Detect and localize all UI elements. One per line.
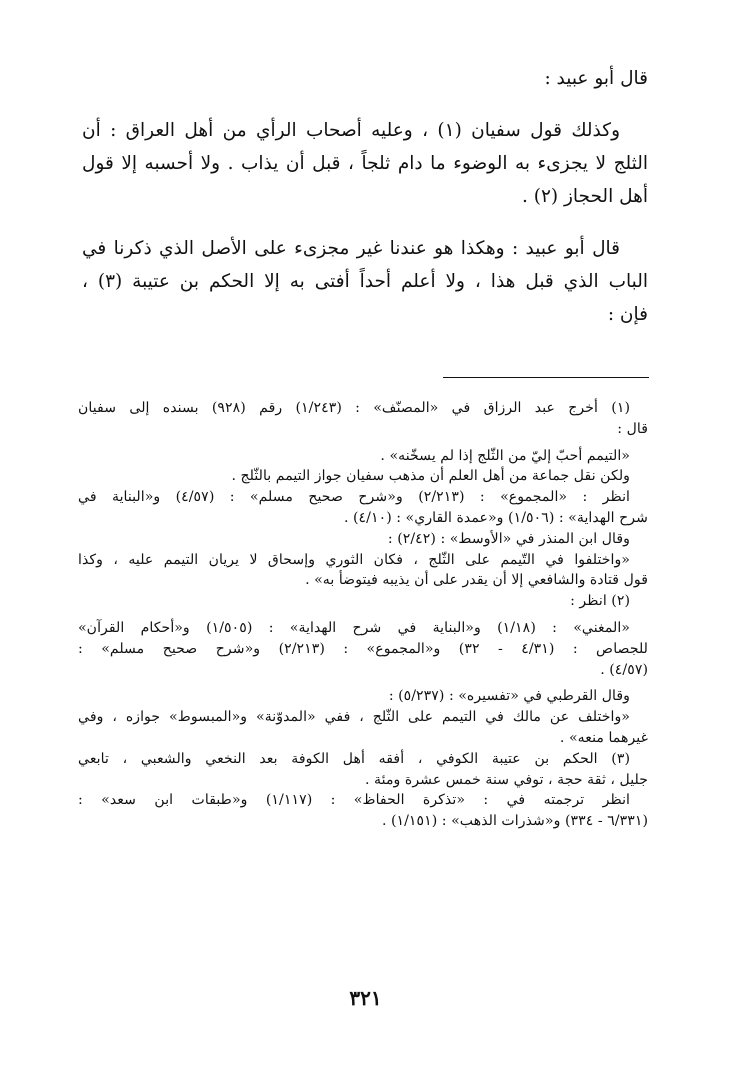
footnote-line: «المغني» : (١/١٨) و«البناية في شرح الهداية» : (١/٥٠٥) و«أحكام القرآن» — [78, 619, 630, 636]
footnote-line: قال : — [617, 420, 648, 437]
footnote-line: ولكن نقل جماعة من أهل العلم أن مذهب سفيان جواز التيمم بالثّلج . — [231, 468, 630, 485]
paragraph-1 — [82, 62, 648, 95]
footnote-line: «التيمم أحبّ إليّ من الثّلج إذا لم يسخّنه» . — [380, 447, 630, 464]
footnote-line: (٣) الحكم بن عتيبة الكوفي ، أفقه أهل الكوفة بعد النخعي والشعبي ، تابعي — [78, 750, 630, 767]
main-line: الثلج لا يجزىء به الوضوء ما دام ثلجاً ، قبل أن يذاب . ولا أحسبه إلا قول — [82, 153, 648, 174]
footnote-line: انظر : «المجموع» : (٢/٢١٣) و«شرح صحيح مسلم» : (٤/٥٧) و«البناية في — [78, 489, 630, 506]
footnote-line: للجصاص : (٤/٣١ - ٣٢) و«المجموع» : (٢/٢١٣) و«شرح صحيح مسلم» : — [78, 640, 648, 657]
footnote-line: (٤/٥٧) . — [600, 661, 648, 678]
main-line: فإن : — [607, 304, 648, 325]
footnote-line: جليل ، ثقة حجة ، توفي سنة خمس عشرة ومئة . — [365, 771, 648, 788]
main-line: قال أبو عبيد : وهكذا هو عندنا غير مجزىء على الأصل الذي ذكرنا في — [82, 238, 620, 259]
footnote-line: غيرهما منعه» . — [559, 729, 648, 746]
footnotes — [78, 398, 648, 832]
main-line: أهل الحجاز (٢) . — [521, 186, 648, 207]
footnote-line: قول قتادة والشافعي إلا أن يقدر على أن يذيبه فيتوضأ به» . — [305, 572, 648, 589]
footnote-line: وقال القرطبي في «تفسيره» : (٥/٢٣٧) : — [388, 688, 630, 705]
footnote-line: (٦/٣٣١ - ٣٣٤) و«شذرات الذهب» : (١/١٥١) . — [381, 813, 648, 830]
main-line: وكذلك قول سفيان (١) ، وعليه أصحاب الرأي من أهل العراق : أن — [82, 120, 621, 141]
footnote-line: وقال ابن المنذر في «الأوسط» : (٢/٤٢) : — [387, 530, 630, 547]
main-line: الباب الذي قبل هذا ، ولا أعلم أحداً أفتى به إلا الحكم بن عتيبة (٣) ، — [82, 271, 648, 292]
main-line: قال أبو عبيد : — [544, 68, 648, 89]
footnote-line: «واختلفوا في التّيمم على الثّلج ، فكان الثوري وإسحاق لا يريان التيمم عليه ، وكذا — [78, 551, 630, 568]
footnote-line: انظر ترجمته في : «تذكرة الحفاظ» : (١/١١٧) و«طبقات ابن سعد» : — [78, 792, 630, 809]
footnote-line: «واختلف عن مالك في التيمم على الثّلج ، ففي «المدوّنة» و«المبسوط» جوازه ، وفي — [78, 709, 630, 726]
footnote-line: شرح الهداية» : (١/٥٠٦) و«عمدة القاري» : (٤/١٠) . — [343, 509, 648, 526]
footnote-line: (٢) انظر : — [570, 593, 630, 610]
footnote-line: (١) أخرج عبد الرزاق في «المصنّف» : (١/٢٤٣) رقم (٩٢٨) بسنده إلى سفيان — [78, 400, 630, 416]
paragraph-2 — [82, 114, 648, 213]
page-number: ٣٢١ — [349, 986, 382, 1010]
paragraph-3 — [82, 232, 648, 331]
footnote-separator — [443, 377, 649, 378]
